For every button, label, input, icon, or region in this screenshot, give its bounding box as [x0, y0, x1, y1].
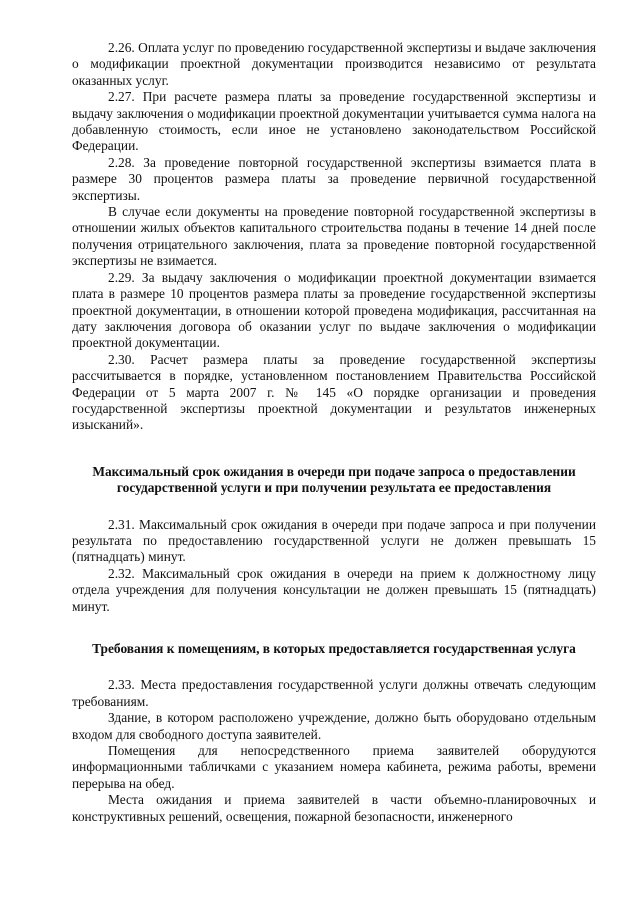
paragraph-2-26: 2.26. Оплата услуг по проведению государственной экспертизы и выдаче заключения о модификации проектной документации производится независимо от результата оказанных услуг. — [72, 40, 596, 88]
document-page — [72, 40, 596, 825]
paragraph-building: Здание, в котором расположено учреждение, должно быть оборудовано отдельным входом для свободного доступа заявителей. — [72, 710, 596, 742]
paragraph-waiting-areas: Места ожидания и приема заявителей в части объемно-планировочных и конструктивных решений, освещения, пожарной безопасности, инженерного — [72, 792, 596, 824]
heading-premises: Требования к помещениям, в которых предоставляется государственная услуга — [92, 641, 576, 656]
paragraph-2-28: 2.28. За проведение повторной государственной экспертизы взимается плата в размере 30 процентов размера платы за проведение первичной государственной экспертизы. — [72, 154, 596, 203]
paragraph-2-30: 2.30. Расчет размера платы за проведение государственной экспертизы рассчитывается в порядке, установленном постановлением Правительства Российской Федерации от 5 марта 2007 г. № 145 «О порядке организации и проведения государственной экспертизы проектной документации и результатов инженерных изысканий». — [72, 351, 596, 433]
heading-queue-time: Максимальный срок ожидания в очереди при подаче запроса о предоставлении государственной услуги и при получении результата ее предоставления — [92, 463, 576, 496]
paragraph-2-29: 2.29. За выдачу заключения о модификации проектной документации взимается плата в размере 10 процентов размера платы за проведение государственной экспертизы проектной документации, в отношении которой проведена модификация, рассчитанная на дату заключения договора об оказании услуг по выдаче заключения о модификации проектной документации. — [72, 269, 596, 351]
paragraph-2-32: 2.32. Максимальный срок ожидания в очереди на прием к должностному лицу отдела учреждения для получения консультации не должен превышать 15 (пятнадцать) минут. — [72, 565, 596, 614]
paragraph-2-31: 2.31. Максимальный срок ожидания в очереди при подаче запроса и при получении результата по предоставлению государственной услуги не должен превышать 15 (пятнадцать) минут. — [72, 516, 596, 565]
paragraph-2-27: 2.27. При расчете размера платы за проведение государственной экспертизы и выдачу заключения о модификации проектной документации учитывается сумма налога на добавленную стоимость, если иное не установлено законодательством Российской Федерации. — [72, 89, 596, 154]
paragraph-reception-rooms: Помещения для непосредственного приема заявителей оборудуются информационными табличками с указанием номера кабинета, режима работы, времени перерыва на обед. — [72, 743, 596, 791]
paragraph-repeat-exam: В случае если документы на проведение повторной государственной экспертизы в отношении жилых объектов капитального строительства поданы в течение 14 дней после получения отрицательного заключения, плата за проведение повторной государственной экспертизы не взимается. — [72, 204, 596, 269]
paragraph-2-33: 2.33. Места предоставления государственной услуги должны отвечать следующим требованиям. — [72, 677, 596, 709]
